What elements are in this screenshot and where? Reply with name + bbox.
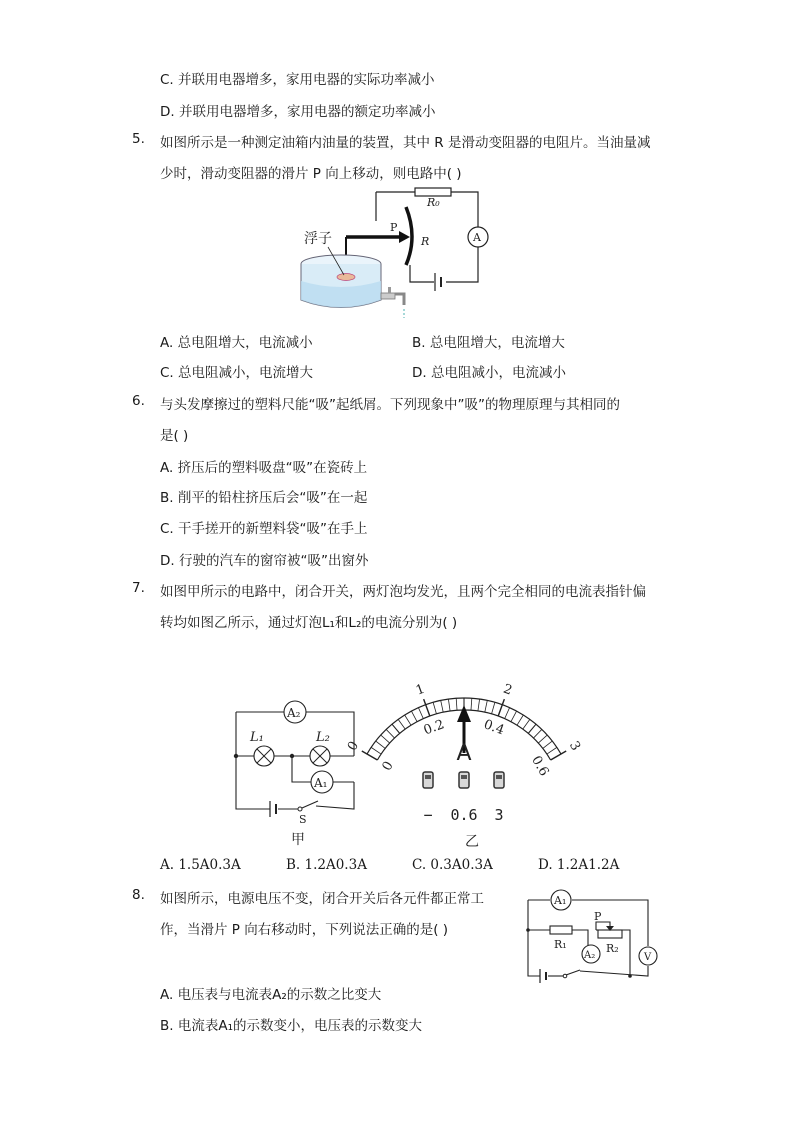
q6-number: 6. — [132, 393, 145, 409]
dial-tick — [398, 719, 405, 729]
q8-number: 8. — [132, 887, 145, 903]
q7-option-d: D. 1.2A1.2A — [538, 857, 620, 873]
q7-number: 7. — [132, 580, 145, 596]
dial-inner-tick-label: 0.2 — [421, 717, 447, 739]
float-icon — [337, 274, 355, 281]
switch-label: S — [299, 813, 307, 826]
q8-option-a: A. 电压表与电流表A₂的示数之比变大 — [160, 987, 382, 1003]
dial-outer-tick-label: 1 — [413, 681, 427, 699]
dial-outer-tick-label: 3 — [565, 738, 583, 754]
r0-resistor — [415, 188, 451, 196]
dial-tick — [547, 747, 557, 754]
dial-outer-tick-label: 0 — [345, 738, 363, 754]
terminal-3-icon — [494, 772, 504, 788]
r1-label: R₁ — [554, 938, 567, 951]
jia-caption: 甲 — [291, 832, 305, 848]
p-label: P — [390, 221, 398, 234]
v-label: V — [644, 952, 652, 963]
q5-option-a: A. 总电阻增大，电流减小 — [160, 335, 313, 351]
q7-option-b: B. 1.2A0.3A — [286, 857, 367, 873]
dial-tick — [538, 735, 547, 743]
lamp-l2-icon — [310, 746, 330, 766]
terminal-neg-label: − — [423, 806, 433, 824]
dial-tick — [441, 700, 443, 712]
dial-tick — [405, 715, 411, 725]
dial-tick — [517, 715, 523, 725]
q7-circuit-jia — [228, 698, 363, 848]
q5-stem-line2: 少时，滑动变阻器的滑片 P 向上移动，则电路中( ) — [160, 166, 462, 182]
dial-tick — [433, 702, 436, 714]
terminal-06-icon — [459, 772, 469, 788]
a1-label: A₁ — [554, 894, 567, 907]
dial-tick — [424, 699, 430, 716]
lamp-l1-icon — [254, 746, 274, 766]
dial-tick — [448, 699, 450, 711]
dial-tick — [478, 699, 480, 711]
r2-resistor — [598, 930, 622, 938]
r0-label: R₀ — [427, 196, 440, 209]
q5-number: 5. — [132, 131, 145, 147]
q5-option-c: C. 总电阻减小，电流增大 — [160, 365, 314, 381]
r2-label: R₂ — [606, 942, 619, 955]
q8-circuit-figure — [520, 886, 665, 986]
p-label: P — [594, 910, 602, 923]
terminal-3-label: 3 — [494, 806, 504, 824]
dial-tick — [533, 729, 541, 738]
q4-option-c: C. 并联用电器增多，家用电器的实际功率减小 — [160, 72, 435, 88]
dial-tick — [511, 711, 517, 722]
q8-option-b: B. 电流表A₁的示数变小，电压表的示数变大 — [160, 1018, 422, 1034]
dial-tick — [371, 747, 381, 754]
a1-label: A₁ — [314, 776, 328, 790]
q8-stem-line1: 如图所示，电源电压不变，闭合开关后各元件都正常工 — [160, 891, 484, 907]
q6-option-a: A. 挤压后的塑料吸盘“吸”在瓷砖上 — [160, 460, 368, 476]
q5-oil-tank-figure — [296, 185, 506, 320]
q7-stem-line2: 转均如图乙所示，通过灯泡L₁和L₂的电流分别为( ) — [160, 615, 458, 631]
q7-option-a: A. 1.5A0.3A — [160, 857, 241, 873]
dial-tick — [498, 699, 504, 716]
dial-tick — [471, 698, 472, 710]
r1-resistor — [550, 926, 572, 934]
q7-stem-line1: 如图甲所示的电路中，闭合开关，两灯泡均发光，且两个完全相同的电流表指针偏 — [160, 584, 646, 600]
a2-label: A₂ — [287, 706, 301, 720]
l1-label: L₁ — [250, 730, 264, 745]
dial-unit: A — [456, 741, 472, 766]
dial-tick — [386, 729, 394, 738]
dial-inner-tick-label: 0 — [379, 758, 397, 774]
dial-tick — [362, 751, 378, 760]
terminal-neg-icon — [423, 772, 433, 788]
dial-tick — [523, 719, 530, 729]
dial-inner-tick-label: 0.4 — [481, 717, 507, 739]
dial-tick — [418, 708, 423, 719]
dial-tick — [492, 702, 495, 714]
terminal-06-label: 0.6 — [450, 806, 478, 824]
dial-tick — [485, 700, 487, 712]
ammeter-label: A — [473, 231, 481, 244]
float-label: 浮子 — [304, 231, 332, 247]
q8-stem-line2: 作，当滑片 P 向右移动时，下列说法正确的是( ) — [160, 922, 449, 938]
dial-inner-tick-label: 0.6 — [528, 753, 552, 779]
dial-tick — [456, 698, 457, 710]
q6-option-c: C. 干手搓开的新塑料袋“吸”在手上 — [160, 521, 368, 537]
a2-label: A₂ — [584, 950, 596, 961]
dial-tick — [381, 735, 390, 743]
q5-stem-line1: 如图所示是一种测定油箱内油量的装置，其中 R 是滑动变阻器的电阻片。当油量减 — [160, 135, 651, 151]
r-label: R — [421, 235, 430, 248]
dial-pointer-head — [457, 705, 471, 722]
l2-label: L₂ — [316, 730, 330, 745]
q6-stem-line1: 与头发摩擦过的塑料尺能“吸”起纸屑。下列现象中”吸”的物理原理与其相同的 — [160, 397, 620, 413]
q7-option-c: C. 0.3A0.3A — [412, 857, 493, 873]
dial-outer-tick-label: 2 — [501, 681, 515, 699]
q5-option-b: B. 总电阻增大，电流增大 — [412, 335, 565, 351]
q6-stem-line2: 是( ) — [160, 428, 189, 444]
q7-ammeter-dial-yi — [345, 660, 583, 850]
q5-option-d: D. 总电阻减小，电流减小 — [412, 365, 566, 381]
q6-option-d: D. 行驶的汽车的窗帘被“吸”出窗外 — [160, 553, 369, 569]
dial-tick — [551, 751, 567, 760]
dial-tick — [392, 724, 400, 733]
yi-caption: 乙 — [465, 834, 479, 850]
dial-tick — [411, 711, 417, 722]
dial-tick — [543, 741, 552, 748]
q4-option-d: D. 并联用电器增多，家用电器的额定功率减小 — [160, 104, 436, 120]
dial-tick — [376, 741, 385, 748]
dial-tick — [505, 708, 510, 719]
q6-option-b: B. 削平的铅柱挤压后会“吸”在一起 — [160, 490, 368, 506]
dial-tick — [528, 724, 536, 733]
